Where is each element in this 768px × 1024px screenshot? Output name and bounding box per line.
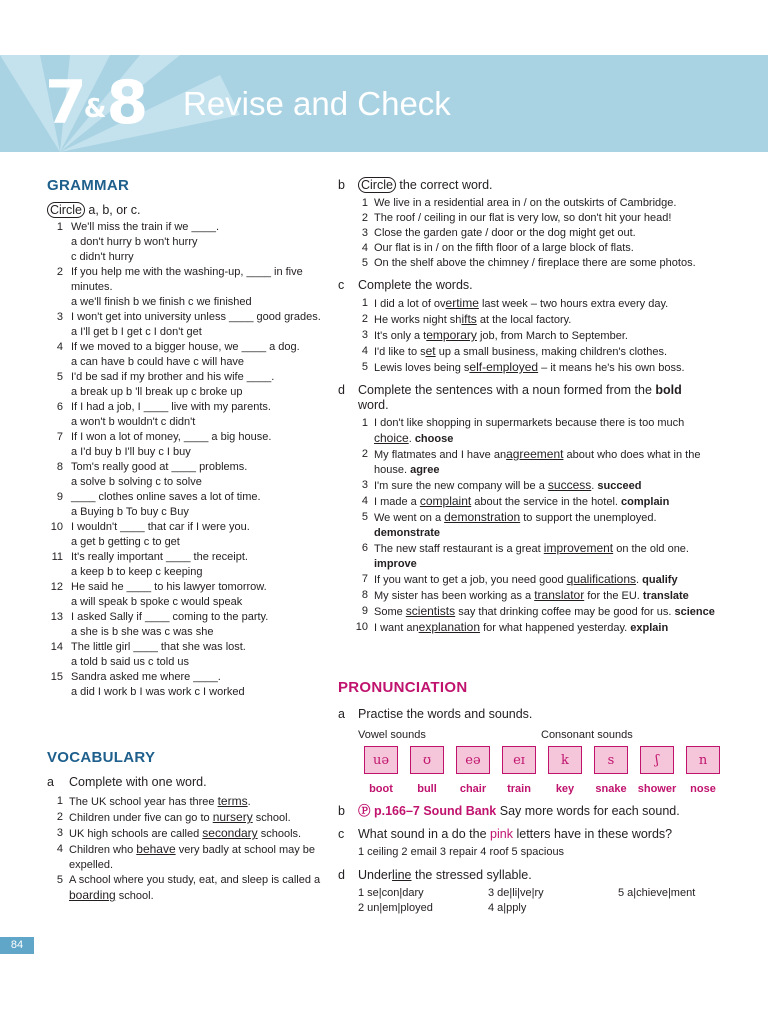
handwritten-answer: boarding bbox=[69, 888, 116, 902]
vocab-d-item bbox=[352, 541, 723, 572]
sound-picture-icon: uə bbox=[364, 746, 398, 774]
handwritten-answer: ifts bbox=[461, 312, 477, 326]
pron-d-word: 4 a|pply bbox=[488, 902, 527, 914]
sound-word: train bbox=[507, 783, 531, 795]
sound-word: shower bbox=[637, 783, 677, 795]
grammar-heading: GRAMMAR bbox=[47, 177, 130, 194]
item-number: 9 bbox=[361, 605, 368, 617]
item-number: 2 bbox=[361, 313, 368, 325]
pron-d-word: 1 se|con|dary bbox=[358, 887, 424, 899]
vocab-d-item bbox=[352, 478, 723, 494]
grammar-instruction: Circle a, b, or c. bbox=[47, 203, 327, 218]
item-text: Our flat is in / on the fifth floor of a large block of flats. bbox=[374, 242, 634, 254]
item-text: say that drinking coffee may be good for us. bbox=[455, 606, 675, 618]
item-text: The roof / ceiling in our flat is very low, so don't hit your head! bbox=[374, 212, 672, 224]
sound-icons-area bbox=[338, 728, 733, 798]
vocab-d-item bbox=[352, 620, 723, 636]
root-word: translate bbox=[642, 590, 689, 602]
item-number: 1 bbox=[56, 795, 63, 807]
vocab-a-item bbox=[47, 810, 327, 826]
vocab-d-item bbox=[352, 588, 723, 604]
vocab-c-item bbox=[352, 360, 723, 376]
grammar-item bbox=[47, 370, 327, 400]
sound-icon-group bbox=[404, 746, 450, 797]
vocab-c-items bbox=[338, 296, 723, 376]
pron-task-d: d Underline the stressed syllable. bbox=[338, 868, 532, 882]
item-text: last week – two hours extra every day. bbox=[478, 298, 669, 310]
item-number: 3 bbox=[361, 329, 368, 341]
item-number: 3 bbox=[56, 827, 63, 839]
sound-icon-row bbox=[358, 746, 726, 797]
grammar-options: a will speak b spoke c would speak bbox=[71, 596, 243, 608]
handwritten-answer: explanation bbox=[418, 620, 481, 634]
grammar-item bbox=[47, 670, 327, 700]
root-word: qualify bbox=[642, 574, 678, 586]
item-number: 12 bbox=[50, 581, 63, 593]
sound-word: nose bbox=[690, 783, 716, 795]
item-number: 15 bbox=[50, 671, 63, 683]
item-text: Some bbox=[374, 606, 406, 618]
grammar-item bbox=[47, 220, 327, 265]
item-text: We went on a bbox=[374, 512, 445, 524]
item-number: 9 bbox=[56, 491, 63, 503]
vocab-d-items bbox=[338, 416, 723, 636]
grammar-question: If you help me with the washing-up, ____ in five minutes. bbox=[71, 266, 303, 293]
item-number: 1 bbox=[361, 417, 368, 429]
page-title: Revise and Check bbox=[183, 85, 451, 122]
item-text: On the shelf above the chimney / fireplace there are some photos. bbox=[374, 257, 696, 269]
item-number: 2 bbox=[56, 811, 63, 823]
item-number: 6 bbox=[361, 542, 368, 554]
item-text: I don't like shopping in supermarkets because there is too much bbox=[374, 417, 685, 429]
item-number: 6 bbox=[56, 401, 63, 413]
handwritten-answer: demonstration bbox=[444, 510, 521, 524]
item-text: I'd like to s bbox=[374, 346, 426, 358]
root-word: choose bbox=[414, 433, 454, 445]
sound-picture-icon: ʊ bbox=[410, 746, 444, 774]
grammar-options: a Buying b To buy c Buy bbox=[71, 506, 189, 518]
sound-icon-group bbox=[680, 746, 726, 797]
sound-word: boot bbox=[369, 783, 393, 795]
item-text: I did a lot of ov bbox=[374, 298, 446, 310]
handwritten-answer: qualifications bbox=[566, 572, 637, 586]
grammar-question: If we moved to a bigger house, we ____ a dog. bbox=[71, 341, 300, 353]
item-number: 5 bbox=[361, 257, 368, 269]
handwritten-answer: terms bbox=[217, 794, 248, 808]
item-text: about the service in the hotel. bbox=[471, 496, 622, 508]
pronunciation-section bbox=[338, 680, 733, 918]
handwritten-answer: ertime bbox=[445, 296, 479, 310]
root-word: explain bbox=[630, 622, 669, 634]
grammar-options: a did I work b I was work c I worked bbox=[71, 686, 245, 698]
item-text: . bbox=[247, 796, 251, 808]
grammar-question: If I had a job, I ____ live with my parents. bbox=[71, 401, 271, 413]
item-text: I made a bbox=[374, 496, 420, 508]
item-text: schools. bbox=[257, 828, 302, 840]
item-text: I want an bbox=[374, 622, 419, 634]
consonant-label: Consonant sounds bbox=[541, 729, 633, 741]
grammar-question: ____ clothes online saves a lot of time. bbox=[71, 491, 261, 503]
vocab-b-item bbox=[352, 196, 723, 211]
vocab-d-item bbox=[352, 416, 723, 447]
item-number: 5 bbox=[361, 361, 368, 373]
grammar-question: He said he ____ to his lawyer tomorrow. bbox=[71, 581, 267, 593]
item-text: It's only a t bbox=[374, 330, 427, 342]
vocab-b-item bbox=[352, 226, 723, 241]
vocab-a-items bbox=[47, 794, 327, 904]
item-number: 4 bbox=[56, 341, 63, 353]
root-word: complain bbox=[621, 496, 670, 508]
handwritten-answer: choice bbox=[374, 431, 409, 445]
vocab-task-b: b Circle the correct word. bbox=[338, 178, 493, 192]
item-text: The new staff restaurant is a great bbox=[374, 543, 544, 555]
page-number: 84 bbox=[0, 937, 34, 954]
handwritten-answer: secondary bbox=[202, 826, 258, 840]
grammar-question: I wouldn't ____ that car if I were you. bbox=[71, 521, 250, 533]
root-word: demonstrate bbox=[374, 527, 441, 539]
item-number: 10 bbox=[355, 621, 368, 633]
root-word: improve bbox=[374, 558, 417, 570]
grammar-options: a keep b to keep c keeping bbox=[71, 566, 203, 578]
sound-picture-icon: ʃ bbox=[640, 746, 674, 774]
pron-d-word: 5 a|chieve|ment bbox=[618, 887, 696, 899]
root-word: succeed bbox=[597, 480, 642, 492]
item-text: school. bbox=[252, 812, 291, 824]
grammar-question: Tom's really good at ____ problems. bbox=[71, 461, 248, 473]
grammar-item bbox=[47, 460, 327, 490]
handwritten-answer: behave bbox=[136, 842, 176, 856]
vocab-task-d: d Complete the sentences with a noun formed from the bold word. bbox=[338, 383, 682, 412]
item-number: 1 bbox=[361, 297, 368, 309]
grammar-question: Sandra asked me where ____. bbox=[71, 671, 221, 683]
pronunciation-heading: PRONUNCIATION bbox=[338, 679, 468, 696]
item-number: 2 bbox=[56, 266, 63, 278]
handwritten-answer: agreement bbox=[506, 447, 564, 461]
vocab-a-item bbox=[47, 842, 327, 873]
item-number: 7 bbox=[361, 573, 368, 585]
grammar-item bbox=[47, 640, 327, 670]
item-text: Children who bbox=[69, 844, 137, 856]
pron-d-word: 2 un|em|ployed bbox=[358, 902, 433, 914]
vocab-d-item bbox=[352, 572, 723, 588]
grammar-item bbox=[47, 340, 327, 370]
item-number: 5 bbox=[56, 874, 63, 886]
grammar-options: a don't hurry b won't hurry bbox=[71, 236, 198, 248]
handwritten-answer: elf bbox=[469, 360, 483, 374]
vocab-d-item bbox=[352, 447, 723, 478]
sound-picture-icon: n bbox=[686, 746, 720, 774]
item-text: for the EU. bbox=[584, 590, 643, 602]
vocabulary-heading: VOCABULARY bbox=[47, 749, 156, 766]
sound-icon-group bbox=[496, 746, 542, 797]
item-text: Children under five can go to bbox=[69, 812, 213, 824]
item-text: The UK school year has three bbox=[69, 796, 218, 808]
vocabulary-section bbox=[47, 750, 327, 904]
vocab-b-item bbox=[352, 211, 723, 226]
handwritten-answer: complaint bbox=[419, 494, 472, 508]
vocab-a-item bbox=[47, 826, 327, 842]
item-number: 1 bbox=[361, 197, 368, 209]
grammar-item bbox=[47, 430, 327, 460]
handwritten-answer: et bbox=[425, 344, 436, 358]
sound-word: snake bbox=[595, 783, 627, 795]
grammar-item bbox=[47, 265, 327, 310]
item-text: My flatmates and I have an bbox=[374, 449, 507, 461]
item-number: 14 bbox=[50, 641, 63, 653]
sound-bank-icon: Ⓟ bbox=[358, 804, 371, 818]
grammar-item bbox=[47, 490, 327, 520]
sound-icon-group bbox=[588, 746, 634, 797]
grammar-item bbox=[47, 400, 327, 430]
item-number: 13 bbox=[50, 611, 63, 623]
handwritten-answer: -employed bbox=[482, 360, 539, 374]
item-number: 8 bbox=[56, 461, 63, 473]
vocab-c-item bbox=[352, 312, 723, 328]
grammar-question: I asked Sally if ____ coming to the party. bbox=[71, 611, 269, 623]
item-number: 5 bbox=[56, 371, 63, 383]
handwritten-answer: scientists bbox=[405, 604, 456, 618]
item-text: He works night sh bbox=[374, 314, 462, 326]
vowel-label: Vowel sounds bbox=[358, 729, 426, 741]
sound-picture-icon: eɪ bbox=[502, 746, 536, 774]
sound-word: key bbox=[555, 783, 575, 795]
grammar-item bbox=[47, 550, 327, 580]
item-number: 1 bbox=[56, 221, 63, 233]
sound-picture-icon: s bbox=[594, 746, 628, 774]
grammar-question: The little girl ____ that she was lost. bbox=[71, 641, 246, 653]
grammar-options: a I'd buy b I'll buy c I buy bbox=[71, 446, 191, 458]
sound-word: chair bbox=[459, 783, 487, 795]
grammar-options: a we'll finish b we finish c we finished bbox=[71, 296, 252, 308]
grammar-question: I'd be sad if my brother and his wife ____. bbox=[71, 371, 275, 383]
item-text: Lewis loves being s bbox=[374, 362, 470, 374]
vocab-c-item bbox=[352, 328, 723, 344]
vocab-c-item bbox=[352, 344, 723, 360]
item-text: We live in a residential area in / on the outskirts of Cambridge. bbox=[374, 197, 677, 209]
grammar-options: c didn't hurry bbox=[71, 251, 134, 263]
pron-task-b: b Ⓟ p.166–7 Sound Bank Say more words for each sound. bbox=[338, 804, 680, 818]
root-word: science bbox=[674, 606, 715, 618]
item-number: 4 bbox=[56, 843, 63, 855]
grammar-question: I won't get into university unless ____ good grades. bbox=[71, 311, 321, 323]
handwritten-answer: nursery bbox=[212, 810, 253, 824]
item-text: . bbox=[408, 433, 415, 445]
item-number: 3 bbox=[56, 311, 63, 323]
item-text: for what happened yesterday. bbox=[480, 622, 631, 634]
item-text: – it means he's his own boss. bbox=[538, 362, 685, 374]
item-text: about who does what in the house. bbox=[374, 449, 701, 476]
sound-picture-icon: eə bbox=[456, 746, 490, 774]
vocab-a-item bbox=[47, 873, 327, 904]
grammar-item bbox=[47, 610, 327, 640]
vocab-task-a: a Complete with one word. bbox=[47, 775, 207, 789]
grammar-options: a told b said us c told us bbox=[71, 656, 190, 668]
sound-icon-group bbox=[542, 746, 588, 797]
vocab-d-item bbox=[352, 510, 723, 541]
grammar-options: a she is b she was c was she bbox=[71, 626, 214, 638]
grammar-item bbox=[47, 310, 327, 340]
item-number: 11 bbox=[51, 551, 63, 563]
item-number: 4 bbox=[361, 495, 368, 507]
item-number: 4 bbox=[361, 242, 368, 254]
pron-c-words: 1 ceiling 2 email 3 repair 4 roof 5 spacious bbox=[358, 846, 565, 858]
vocab-right-section bbox=[338, 178, 723, 636]
grammar-options: a won't b wouldn't c didn't bbox=[71, 416, 196, 428]
item-text: A school where you study, eat, and sleep is called a bbox=[69, 874, 321, 886]
vocab-task-c: c Complete the words. bbox=[338, 278, 473, 292]
grammar-options: a get b getting c to get bbox=[71, 536, 180, 548]
item-text: . bbox=[591, 480, 598, 492]
item-text: up a small business, making children's clothes. bbox=[435, 346, 668, 358]
grammar-options: a can have b could have c will have bbox=[71, 356, 245, 368]
sound-icon-group bbox=[358, 746, 404, 797]
vocab-b-items bbox=[338, 196, 723, 271]
item-text: at the local factory. bbox=[476, 314, 572, 326]
handwritten-answer: emporary bbox=[426, 328, 477, 342]
vocab-a-item bbox=[47, 794, 327, 810]
sound-picture-icon: k bbox=[548, 746, 582, 774]
vocab-b-item bbox=[352, 256, 723, 271]
item-number: 3 bbox=[361, 227, 368, 239]
item-number: 5 bbox=[361, 511, 368, 523]
item-text: on the old one. bbox=[613, 543, 689, 555]
item-number: 2 bbox=[361, 212, 368, 224]
sound-icon-group bbox=[634, 746, 680, 797]
handwritten-answer: success bbox=[547, 478, 592, 492]
item-text: My sister has been working as a bbox=[374, 590, 535, 602]
item-number: 7 bbox=[56, 431, 63, 443]
vocab-b-item bbox=[352, 241, 723, 256]
grammar-options: a break up b 'll break up c broke up bbox=[71, 386, 243, 398]
item-number: 4 bbox=[361, 345, 368, 357]
grammar-question: If I won a lot of money, ____ a big house. bbox=[71, 431, 272, 443]
pron-task-c: c What sound in a do the pink letters have in these words? bbox=[338, 827, 673, 841]
pron-task-a: a Practise the words and sounds. bbox=[338, 707, 533, 721]
item-number: 3 bbox=[361, 479, 368, 491]
item-text: UK high schools are called bbox=[69, 828, 203, 840]
sound-word: bull bbox=[417, 783, 437, 795]
item-text: job, from March to September. bbox=[476, 330, 628, 342]
grammar-items bbox=[47, 220, 327, 700]
item-number: 10 bbox=[50, 521, 63, 533]
grammar-options: a solve b solving c to solve bbox=[71, 476, 202, 488]
sound-icon-group bbox=[450, 746, 496, 797]
pron-d-words bbox=[338, 886, 733, 918]
item-text: to support the unemployed. bbox=[520, 512, 657, 524]
item-text: Close the garden gate / door or the dog might get out. bbox=[374, 227, 636, 239]
item-text: . bbox=[636, 574, 643, 586]
item-text: If you want to get a job, you need good bbox=[374, 574, 567, 586]
vocab-d-item bbox=[352, 494, 723, 510]
grammar-item bbox=[47, 580, 327, 610]
item-number: 2 bbox=[361, 448, 368, 460]
vocab-c-item bbox=[352, 296, 723, 312]
grammar-section bbox=[47, 178, 327, 700]
grammar-options: a I'll get b I get c I don't get bbox=[71, 326, 202, 338]
handwritten-answer: translator bbox=[534, 588, 585, 602]
item-text: I'm sure the new company will be a bbox=[374, 480, 548, 492]
grammar-question: We'll miss the train if we ____. bbox=[71, 221, 220, 233]
item-text: very badly at school may be expelled. bbox=[69, 844, 316, 871]
vocab-d-item bbox=[352, 604, 723, 620]
grammar-question: It's really important ____ the receipt. bbox=[71, 551, 248, 563]
pron-d-word: 3 de|li|ve|ry bbox=[488, 887, 544, 899]
item-text: school. bbox=[115, 890, 154, 902]
grammar-item bbox=[47, 520, 327, 550]
unit-number: 7&8 bbox=[45, 68, 146, 138]
handwritten-answer: improvement bbox=[543, 541, 614, 555]
root-word: agree bbox=[410, 464, 440, 476]
item-number: 8 bbox=[361, 589, 368, 601]
